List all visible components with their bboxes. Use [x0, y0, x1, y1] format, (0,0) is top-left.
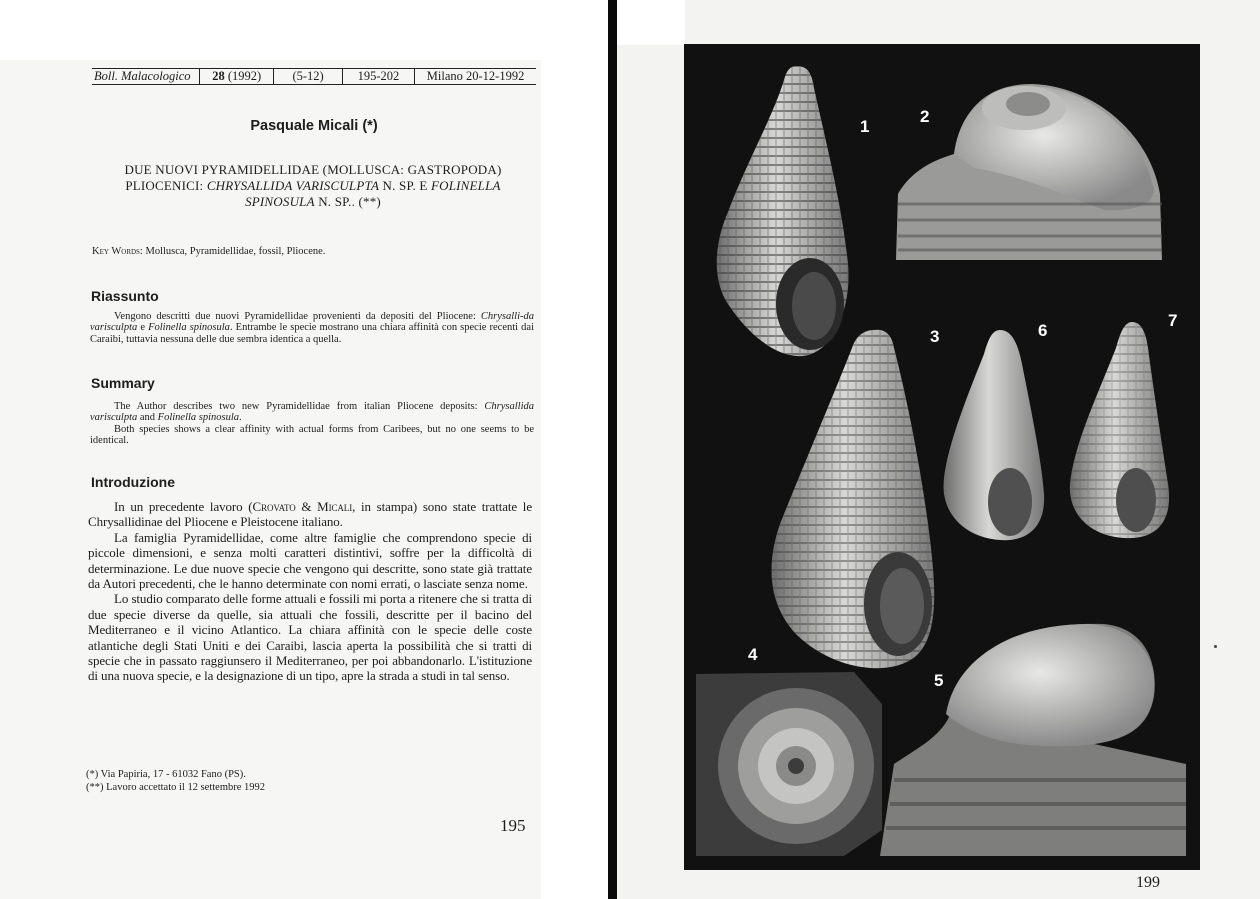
shell-figure-2 [896, 84, 1162, 260]
title-species-1: CHRYSALLIDA VARISCULPTA [206, 178, 380, 193]
header-place-date: Milano 20-12-1992 [414, 69, 536, 84]
footnotes [86, 769, 506, 794]
summary-paragraph-2: Both species shows a clear affinity with actual forms from Caribees, but no one seems to be identical. [90, 423, 534, 446]
header-issue: (5-12) [273, 69, 341, 84]
page-speck [1214, 645, 1217, 648]
riassunto-body [90, 311, 534, 345]
page-number-left: 195 [500, 816, 526, 835]
header-journal: Boll. Malacologico [94, 69, 191, 83]
summary-species-1: Chrysallida varisculpta [90, 401, 534, 424]
title-line-1: DUE NUOVI PYRAMIDELLIDAE (MOLLUSCA: GASTROPODA) [124, 162, 502, 177]
page-number-right: 199 [1136, 874, 1160, 891]
title-line-2 [110, 178, 516, 194]
introduzione-body [88, 499, 532, 684]
header-volume: 28 [212, 69, 225, 83]
keywords-text: Mollusca, Pyramidellidae, fossil, Pliocene. [142, 246, 326, 257]
summary-paragraph-1 [90, 401, 534, 424]
intro-paragraph-1 [88, 499, 532, 530]
intro-paragraph-3: Lo studio comparato delle forme attuali e fossili mi porta a ritenere che si tratta di due specie diverse da quelle, sia attuali che fossili, descritte per il bacino del Mediterraneo e il vicino Atlantico. La chiara affinità con le specie delle coste atlantiche degli Stati Uniti e dei Caraibi, lascia aperta la possibilità che si tratti di specie che in passato raggiunsero il Mediterraneo, per poi abbandonarlo. L'istituzione di una nuova specie, e la designazione di un tipo, apre la strada a studi in tal senso. [88, 591, 532, 684]
shell-figure-6 [944, 330, 1045, 540]
riassunto-text-c: . Entrambe le specie mostrano una chiara affinità con specie recenti dai Caraibi, tuttavia nessuna delle due sembra identica a quella. [90, 322, 534, 345]
footnote-2: (**) Lavoro accettato il 12 settembre 1992 [86, 781, 266, 793]
riassunto-species-2: Folinella spinosula [148, 322, 230, 334]
riassunto-species-1: Chrysalli-da varisculpta [90, 311, 534, 334]
riassunto-heading: Riassunto [91, 288, 159, 304]
shell-figure-4 [696, 672, 882, 856]
figure-label-6: 6 [1038, 321, 1048, 340]
header-volume-year [199, 69, 273, 84]
author-name: Pasquale Micali (*) [250, 118, 378, 134]
journal-header [92, 68, 536, 85]
intro-cited-authors: Crovato & Micali [252, 499, 353, 514]
title-line-3 [110, 194, 516, 210]
header-year: (1992) [227, 69, 262, 83]
photo-plate [684, 44, 1200, 870]
title-species-2a: FOLINELLA [430, 178, 501, 193]
plate-illustration [684, 44, 1200, 870]
shell-figure-3 [772, 330, 935, 669]
title-mid: N. SP. E [379, 178, 431, 193]
intro-text-a: In un precedente lavoro ( [114, 499, 253, 514]
riassunto-text-b: e [137, 322, 149, 334]
summary-species-2: Folinella spinosula [157, 412, 240, 424]
figure-label-5: 5 [934, 671, 944, 690]
summary-text-c: . [239, 412, 242, 424]
summary-text-a: The Author describes two new Pyramidellidae from italian Pliocene deposits: [114, 401, 485, 412]
figure-label-3: 3 [930, 327, 940, 346]
book-spine-divider [608, 0, 617, 899]
keywords [92, 246, 542, 257]
summary-text-b: and [137, 412, 158, 424]
figure-label-1: 1 [860, 117, 870, 136]
shell-figure-7 [1070, 322, 1169, 538]
footnote-1: (*) Via Papiria, 17 - 61032 Fano (PS). [86, 769, 246, 780]
figure-label-7: 7 [1168, 311, 1178, 330]
summary-heading: Summary [91, 375, 155, 391]
title-species-2b: SPINOSULA [245, 194, 315, 209]
riassunto-paragraph [90, 311, 534, 345]
figure-label-4: 4 [748, 645, 758, 664]
title-prefix: PLIOCENICI: [125, 178, 207, 193]
right-page-corner [617, 0, 685, 45]
riassunto-text-a: Vengono descritti due nuovi Pyramidellidae provenienti da depositi del Pliocene: [114, 311, 481, 322]
summary-body [90, 401, 534, 446]
header-pages: 195-202 [342, 69, 414, 84]
shell-figure-5 [880, 624, 1186, 856]
title-suffix: N. SP.. (**) [314, 194, 381, 209]
figure-label-2: 2 [920, 107, 930, 126]
intro-paragraph-2: La famiglia Pyramidellidae, come altre famiglie che comprendono specie di piccole dimensioni, e senza molti caratteri distintivi, soffre per la difficoltà di determinazione. Le due nuove specie che vengono qui descritte, sono state già trattate da Autori precedenti, che le hanno determinate con nomi errati, o lasciate senza nome. [88, 529, 532, 592]
article-title [110, 162, 516, 210]
intro-text-b: , in stampa) sono state trattate le Chrysallidinae del Pliocene e Pleistocene italiano. [88, 499, 532, 530]
introduzione-heading: Introduzione [91, 474, 175, 490]
shell-figure-1 [717, 66, 849, 356]
keywords-label: Key Words: [92, 246, 143, 257]
